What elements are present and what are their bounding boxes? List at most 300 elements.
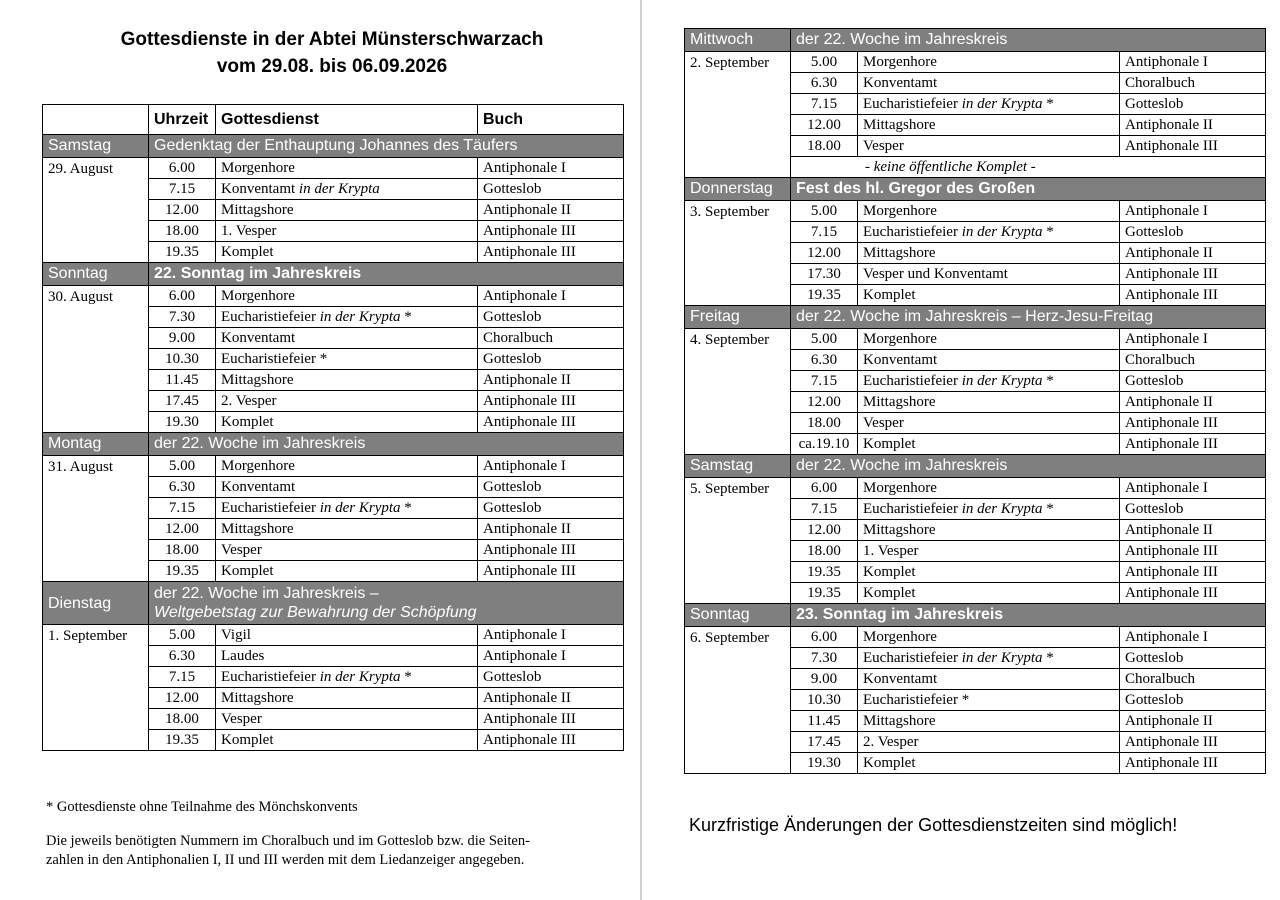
service-name: Laudes bbox=[221, 648, 265, 664]
service-name-cell bbox=[858, 732, 1120, 753]
service-name-cell bbox=[216, 498, 478, 519]
service-time: 12.00 bbox=[149, 688, 216, 709]
service-location-note: in der Krypta bbox=[298, 181, 380, 197]
service-name: Morgenhore bbox=[863, 54, 937, 70]
service-time: 6.30 bbox=[149, 477, 216, 498]
service-book: Antiphonale III bbox=[478, 561, 624, 582]
service-time: 18.00 bbox=[149, 709, 216, 730]
day-title-text: der 22. Woche im Jahreskreis bbox=[796, 457, 1008, 474]
service-book: Antiphonale III bbox=[1120, 732, 1266, 753]
day-title bbox=[149, 433, 624, 456]
service-time: 17.30 bbox=[791, 264, 858, 285]
day-header-row bbox=[685, 178, 1266, 201]
header-empty-cell bbox=[43, 105, 149, 135]
service-name-cell bbox=[858, 222, 1120, 243]
service-name: Konventamt bbox=[863, 75, 938, 91]
service-book: Antiphonale III bbox=[1120, 541, 1266, 562]
service-time: 19.30 bbox=[149, 412, 216, 433]
service-name-cell bbox=[858, 478, 1120, 499]
service-book: Gotteslob bbox=[1120, 499, 1266, 520]
service-name: Morgenhore bbox=[221, 458, 295, 474]
service-book: Antiphonale III bbox=[1120, 264, 1266, 285]
service-location-note: in der Krypta bbox=[961, 96, 1043, 112]
service-time: 19.35 bbox=[149, 730, 216, 751]
service-row bbox=[43, 286, 624, 307]
service-name-cell bbox=[858, 520, 1120, 541]
service-time: 9.00 bbox=[149, 328, 216, 349]
service-name: Mittagshore bbox=[863, 117, 936, 133]
service-name-cell bbox=[858, 285, 1120, 306]
service-name: Morgenhore bbox=[221, 288, 295, 304]
service-name-cell bbox=[216, 221, 478, 242]
service-name: Komplet bbox=[863, 564, 916, 580]
day-title-text: Fest des hl. Gregor des Großen bbox=[796, 180, 1036, 197]
service-name-cell bbox=[858, 350, 1120, 371]
service-name-cell bbox=[216, 646, 478, 667]
service-name-cell bbox=[858, 541, 1120, 562]
service-book: Antiphonale I bbox=[478, 625, 624, 646]
service-row bbox=[43, 625, 624, 646]
service-name: Mittagshore bbox=[863, 522, 936, 538]
service-time: 7.15 bbox=[149, 179, 216, 200]
service-book: Antiphonale III bbox=[478, 221, 624, 242]
service-name: Eucharistiefeier bbox=[221, 500, 316, 516]
service-book: Antiphonale II bbox=[478, 200, 624, 221]
service-name-cell bbox=[858, 264, 1120, 285]
day-title bbox=[149, 582, 624, 625]
service-time: 7.15 bbox=[149, 667, 216, 688]
service-time: 12.00 bbox=[149, 200, 216, 221]
service-name-cell bbox=[216, 328, 478, 349]
footnote: * Gottesdienste ohne Teilnahme des Mönchskonvents bbox=[46, 799, 358, 815]
service-name-cell bbox=[216, 179, 478, 200]
day-title-text: der 22. Woche im Jahreskreis bbox=[796, 31, 1008, 48]
service-name-cell bbox=[216, 412, 478, 433]
service-name-cell bbox=[216, 688, 478, 709]
service-time: 12.00 bbox=[791, 243, 858, 264]
service-name-cell bbox=[858, 371, 1120, 392]
service-book: Antiphonale III bbox=[478, 242, 624, 263]
service-time: 6.00 bbox=[791, 478, 858, 499]
service-book: Antiphonale I bbox=[478, 456, 624, 477]
page-title bbox=[42, 26, 622, 80]
day-header-row bbox=[685, 29, 1266, 52]
day-title-text: der 22. Woche im Jahreskreis – Herz-Jesu-Freitag bbox=[796, 308, 1154, 325]
header-book: Buch bbox=[478, 105, 624, 135]
day-date: 29. August bbox=[43, 158, 149, 263]
service-name: Komplet bbox=[221, 732, 274, 748]
service-name-cell bbox=[216, 242, 478, 263]
day-remark: - keine öffentliche Komplet - bbox=[791, 157, 1266, 178]
service-name-cell bbox=[858, 627, 1120, 648]
service-name-cell bbox=[216, 540, 478, 561]
service-book: Antiphonale II bbox=[478, 519, 624, 540]
service-book: Choralbuch bbox=[1120, 350, 1266, 371]
service-book: Gotteslob bbox=[1120, 94, 1266, 115]
service-time: 10.30 bbox=[149, 349, 216, 370]
service-time: 6.00 bbox=[149, 286, 216, 307]
service-name-cell bbox=[216, 200, 478, 221]
day-title bbox=[791, 178, 1266, 201]
service-book: Gotteslob bbox=[478, 179, 624, 200]
service-name-cell bbox=[858, 499, 1120, 520]
service-name-cell bbox=[216, 667, 478, 688]
service-name: Morgenhore bbox=[863, 203, 937, 219]
service-asterisk: * bbox=[1046, 224, 1054, 240]
service-name: Vigil bbox=[221, 627, 251, 643]
service-time: 17.45 bbox=[149, 391, 216, 412]
day-header-row bbox=[43, 582, 624, 625]
service-name-cell bbox=[216, 561, 478, 582]
day-name: Sonntag bbox=[43, 263, 149, 286]
service-name-cell bbox=[216, 625, 478, 646]
service-row bbox=[43, 456, 624, 477]
service-time: 6.30 bbox=[791, 350, 858, 371]
service-time: 18.00 bbox=[149, 540, 216, 561]
service-time: 18.00 bbox=[791, 136, 858, 157]
service-name: Komplet bbox=[863, 585, 916, 601]
service-time: 7.15 bbox=[791, 94, 858, 115]
day-subtitle-text: Weltgebetstag zur Bewahrung der Schöpfung bbox=[154, 604, 477, 621]
day-header-row bbox=[685, 306, 1266, 329]
service-name: Mittagshore bbox=[221, 521, 294, 537]
service-book: Gotteslob bbox=[1120, 371, 1266, 392]
service-asterisk: * bbox=[404, 309, 412, 325]
service-book: Gotteslob bbox=[478, 667, 624, 688]
service-name-cell bbox=[216, 709, 478, 730]
day-name: Samstag bbox=[43, 135, 149, 158]
service-name: Eucharistiefeier bbox=[863, 224, 958, 240]
service-time: 6.30 bbox=[149, 646, 216, 667]
service-time: 19.35 bbox=[791, 583, 858, 604]
service-name-cell bbox=[216, 286, 478, 307]
service-name: Komplet bbox=[863, 287, 916, 303]
schedule-table-right bbox=[684, 28, 1266, 774]
day-date: 3. September bbox=[685, 201, 791, 306]
service-name-cell bbox=[858, 434, 1120, 455]
service-book: Antiphonale III bbox=[478, 709, 624, 730]
service-name: Morgenhore bbox=[863, 331, 937, 347]
info-line-1: Die jeweils benötigten Nummern im Choralbuch und im Gotteslob bzw. die Seiten- bbox=[46, 833, 530, 849]
service-book: Antiphonale III bbox=[1120, 136, 1266, 157]
service-name: Vesper und Konventamt bbox=[863, 266, 1008, 282]
service-time: 18.00 bbox=[791, 413, 858, 434]
service-book: Antiphonale II bbox=[1120, 392, 1266, 413]
service-row bbox=[685, 478, 1266, 499]
service-book: Gotteslob bbox=[1120, 222, 1266, 243]
service-name-cell bbox=[216, 456, 478, 477]
day-title-text: Gedenktag der Enthauptung Johannes des Täufers bbox=[154, 137, 518, 154]
service-book: Choralbuch bbox=[478, 328, 624, 349]
service-name: Eucharistiefeier bbox=[863, 373, 958, 389]
service-time: 5.00 bbox=[149, 625, 216, 646]
service-name-cell bbox=[858, 94, 1120, 115]
service-name: Komplet bbox=[221, 244, 274, 260]
service-time: 17.45 bbox=[791, 732, 858, 753]
service-name-cell bbox=[858, 413, 1120, 434]
service-time: 7.15 bbox=[791, 222, 858, 243]
service-name: Mittagshore bbox=[863, 245, 936, 261]
service-time: 5.00 bbox=[791, 201, 858, 222]
day-title bbox=[791, 604, 1266, 627]
service-book: Antiphonale II bbox=[1120, 711, 1266, 732]
service-location-note: in der Krypta bbox=[319, 500, 401, 516]
day-title bbox=[149, 135, 624, 158]
day-name: Montag bbox=[43, 433, 149, 456]
service-name-cell bbox=[216, 349, 478, 370]
service-name: 2. Vesper bbox=[863, 734, 919, 750]
service-asterisk: * bbox=[1046, 373, 1054, 389]
day-date: 5. September bbox=[685, 478, 791, 604]
day-name: Freitag bbox=[685, 306, 791, 329]
day-header-row bbox=[685, 604, 1266, 627]
day-date: 31. August bbox=[43, 456, 149, 582]
service-name: Eucharistiefeier * bbox=[221, 351, 328, 367]
day-title-text: der 22. Woche im Jahreskreis – bbox=[154, 585, 379, 602]
service-location-note: in der Krypta bbox=[961, 224, 1043, 240]
day-title bbox=[791, 29, 1266, 52]
service-row bbox=[685, 329, 1266, 350]
service-name-cell bbox=[858, 583, 1120, 604]
service-name: Vesper bbox=[221, 711, 262, 727]
service-name: Konventamt bbox=[863, 352, 938, 368]
service-time: 6.30 bbox=[791, 73, 858, 94]
day-header-row bbox=[43, 433, 624, 456]
service-name: 2. Vesper bbox=[221, 393, 277, 409]
service-name-cell bbox=[858, 243, 1120, 264]
service-location-note: in der Krypta bbox=[961, 650, 1043, 666]
service-asterisk: * bbox=[1046, 96, 1054, 112]
service-time: 9.00 bbox=[791, 669, 858, 690]
service-time: 5.00 bbox=[791, 52, 858, 73]
service-book: Antiphonale II bbox=[1120, 243, 1266, 264]
service-asterisk: * bbox=[404, 669, 412, 685]
service-name: Komplet bbox=[221, 563, 274, 579]
service-name-cell bbox=[216, 307, 478, 328]
service-name: Mittagshore bbox=[221, 372, 294, 388]
header-time: Uhrzeit bbox=[149, 105, 216, 135]
service-book: Antiphonale II bbox=[1120, 520, 1266, 541]
service-book: Antiphonale II bbox=[478, 688, 624, 709]
info-text bbox=[46, 832, 530, 870]
service-asterisk: * bbox=[1046, 650, 1054, 666]
service-name-cell bbox=[858, 711, 1120, 732]
service-time: 19.35 bbox=[791, 562, 858, 583]
service-name: Eucharistiefeier bbox=[221, 309, 316, 325]
service-name: Konventamt bbox=[221, 330, 296, 346]
service-name: Konventamt bbox=[863, 671, 938, 687]
service-location-note: in der Krypta bbox=[319, 309, 401, 325]
service-name: Mittagshore bbox=[863, 394, 936, 410]
day-header-row bbox=[43, 135, 624, 158]
service-time: ca.19.10 bbox=[791, 434, 858, 455]
day-name: Donnerstag bbox=[685, 178, 791, 201]
service-name: Konventamt bbox=[221, 181, 296, 197]
service-name: Eucharistiefeier bbox=[863, 650, 958, 666]
service-book: Antiphonale III bbox=[478, 391, 624, 412]
service-name: Mittagshore bbox=[863, 713, 936, 729]
service-book: Antiphonale I bbox=[478, 286, 624, 307]
service-book: Antiphonale I bbox=[1120, 627, 1266, 648]
day-title-text: 22. Sonntag im Jahreskreis bbox=[154, 265, 362, 282]
service-time: 11.45 bbox=[149, 370, 216, 391]
service-name-cell bbox=[858, 690, 1120, 711]
service-book: Gotteslob bbox=[1120, 690, 1266, 711]
service-name-cell bbox=[858, 136, 1120, 157]
service-time: 7.30 bbox=[149, 307, 216, 328]
day-name: Mittwoch bbox=[685, 29, 791, 52]
service-time: 7.15 bbox=[791, 371, 858, 392]
service-name-cell bbox=[858, 562, 1120, 583]
service-name-cell bbox=[216, 730, 478, 751]
table-header-row bbox=[43, 105, 624, 135]
service-row bbox=[43, 158, 624, 179]
service-location-note: in der Krypta bbox=[961, 501, 1043, 517]
service-name: Mittagshore bbox=[221, 202, 294, 218]
service-name: Komplet bbox=[863, 755, 916, 771]
service-book: Antiphonale I bbox=[1120, 52, 1266, 73]
service-book: Antiphonale I bbox=[478, 158, 624, 179]
service-time: 6.00 bbox=[791, 627, 858, 648]
title-line-2: vom 29.08. bis 06.09.2026 bbox=[216, 56, 448, 77]
service-name: Eucharistiefeier bbox=[863, 501, 958, 517]
service-name-cell bbox=[216, 477, 478, 498]
service-book: Choralbuch bbox=[1120, 73, 1266, 94]
day-name: Sonntag bbox=[685, 604, 791, 627]
service-name-cell bbox=[858, 329, 1120, 350]
service-book: Gotteslob bbox=[478, 477, 624, 498]
service-name: Vesper bbox=[221, 542, 262, 558]
service-name: Konventamt bbox=[221, 479, 296, 495]
day-header-row bbox=[685, 455, 1266, 478]
service-name-cell bbox=[858, 52, 1120, 73]
service-time: 19.35 bbox=[149, 561, 216, 582]
service-location-note: in der Krypta bbox=[961, 373, 1043, 389]
day-date: 6. September bbox=[685, 627, 791, 774]
service-row bbox=[685, 52, 1266, 73]
service-name: Morgenhore bbox=[863, 480, 937, 496]
service-name: 1. Vesper bbox=[221, 223, 277, 239]
service-name: Eucharistiefeier bbox=[221, 669, 316, 685]
service-name-cell bbox=[858, 392, 1120, 413]
service-time: 12.00 bbox=[791, 392, 858, 413]
service-name: Eucharistiefeier bbox=[863, 96, 958, 112]
service-name: Vesper bbox=[863, 415, 904, 431]
service-book: Antiphonale I bbox=[478, 646, 624, 667]
service-time: 19.35 bbox=[149, 242, 216, 263]
service-book: Gotteslob bbox=[1120, 648, 1266, 669]
day-name: Dienstag bbox=[43, 582, 149, 625]
day-date: 30. August bbox=[43, 286, 149, 433]
service-book: Antiphonale III bbox=[478, 730, 624, 751]
service-name: Eucharistiefeier * bbox=[863, 692, 970, 708]
service-time: 7.15 bbox=[791, 499, 858, 520]
service-row bbox=[685, 627, 1266, 648]
service-book: Antiphonale I bbox=[1120, 478, 1266, 499]
service-time: 12.00 bbox=[149, 519, 216, 540]
page-separator bbox=[640, 0, 642, 900]
service-time: 7.15 bbox=[149, 498, 216, 519]
service-book: Antiphonale II bbox=[1120, 115, 1266, 136]
service-name-cell bbox=[216, 519, 478, 540]
day-title bbox=[149, 263, 624, 286]
service-name-cell bbox=[216, 370, 478, 391]
service-name-cell bbox=[858, 73, 1120, 94]
service-time: 7.30 bbox=[791, 648, 858, 669]
service-location-note: in der Krypta bbox=[319, 669, 401, 685]
service-time: 12.00 bbox=[791, 520, 858, 541]
service-name-cell bbox=[858, 669, 1120, 690]
changes-notice: Kurzfristige Änderungen der Gottesdienstzeiten sind möglich! bbox=[689, 815, 1178, 835]
schedule-table-left bbox=[42, 104, 624, 751]
service-name-cell bbox=[858, 648, 1120, 669]
service-book: Antiphonale III bbox=[478, 412, 624, 433]
service-name: 1. Vesper bbox=[863, 543, 919, 559]
service-book: Antiphonale III bbox=[1120, 285, 1266, 306]
service-name: Morgenhore bbox=[221, 160, 295, 176]
service-book: Antiphonale I bbox=[1120, 201, 1266, 222]
service-name-cell bbox=[858, 115, 1120, 136]
service-asterisk: * bbox=[1046, 501, 1054, 517]
service-asterisk: * bbox=[404, 500, 412, 516]
day-date: 4. September bbox=[685, 329, 791, 455]
service-book: Antiphonale III bbox=[1120, 753, 1266, 774]
service-name-cell bbox=[216, 158, 478, 179]
service-time: 18.00 bbox=[149, 221, 216, 242]
service-book: Antiphonale III bbox=[1120, 413, 1266, 434]
service-name-cell bbox=[216, 391, 478, 412]
service-book: Choralbuch bbox=[1120, 669, 1266, 690]
day-title-text: der 22. Woche im Jahreskreis bbox=[154, 435, 366, 452]
service-name: Vesper bbox=[863, 138, 904, 154]
service-book: Antiphonale I bbox=[1120, 329, 1266, 350]
day-date: 2. September bbox=[685, 52, 791, 178]
service-name-cell bbox=[858, 201, 1120, 222]
service-name: Morgenhore bbox=[863, 629, 937, 645]
service-name-cell bbox=[858, 753, 1120, 774]
service-name: Mittagshore bbox=[221, 690, 294, 706]
day-date: 1. September bbox=[43, 625, 149, 751]
service-time: 5.00 bbox=[149, 456, 216, 477]
service-time: 19.35 bbox=[791, 285, 858, 306]
service-book: Antiphonale II bbox=[478, 370, 624, 391]
day-title-text: 23. Sonntag im Jahreskreis bbox=[796, 606, 1004, 623]
service-time: 12.00 bbox=[791, 115, 858, 136]
info-line-2: zahlen in den Antiphonalien I, II und III werden mit dem Liedanzeiger angegeben. bbox=[46, 852, 525, 868]
service-time: 18.00 bbox=[791, 541, 858, 562]
day-title bbox=[791, 455, 1266, 478]
day-title bbox=[791, 306, 1266, 329]
day-name: Samstag bbox=[685, 455, 791, 478]
service-book: Antiphonale III bbox=[1120, 562, 1266, 583]
service-row bbox=[685, 201, 1266, 222]
day-header-row bbox=[43, 263, 624, 286]
service-book: Antiphonale III bbox=[478, 540, 624, 561]
title-line-1: Gottesdienste in der Abtei Münsterschwarzach bbox=[120, 29, 544, 50]
service-book: Antiphonale III bbox=[1120, 583, 1266, 604]
service-book: Antiphonale III bbox=[1120, 434, 1266, 455]
service-book: Gotteslob bbox=[478, 498, 624, 519]
service-time: 19.30 bbox=[791, 753, 858, 774]
service-name: Komplet bbox=[863, 436, 916, 452]
service-book: Gotteslob bbox=[478, 307, 624, 328]
header-service: Gottesdienst bbox=[216, 105, 478, 135]
service-book: Gotteslob bbox=[478, 349, 624, 370]
service-time: 10.30 bbox=[791, 690, 858, 711]
service-name: Komplet bbox=[221, 414, 274, 430]
service-time: 11.45 bbox=[791, 711, 858, 732]
service-time: 5.00 bbox=[791, 329, 858, 350]
